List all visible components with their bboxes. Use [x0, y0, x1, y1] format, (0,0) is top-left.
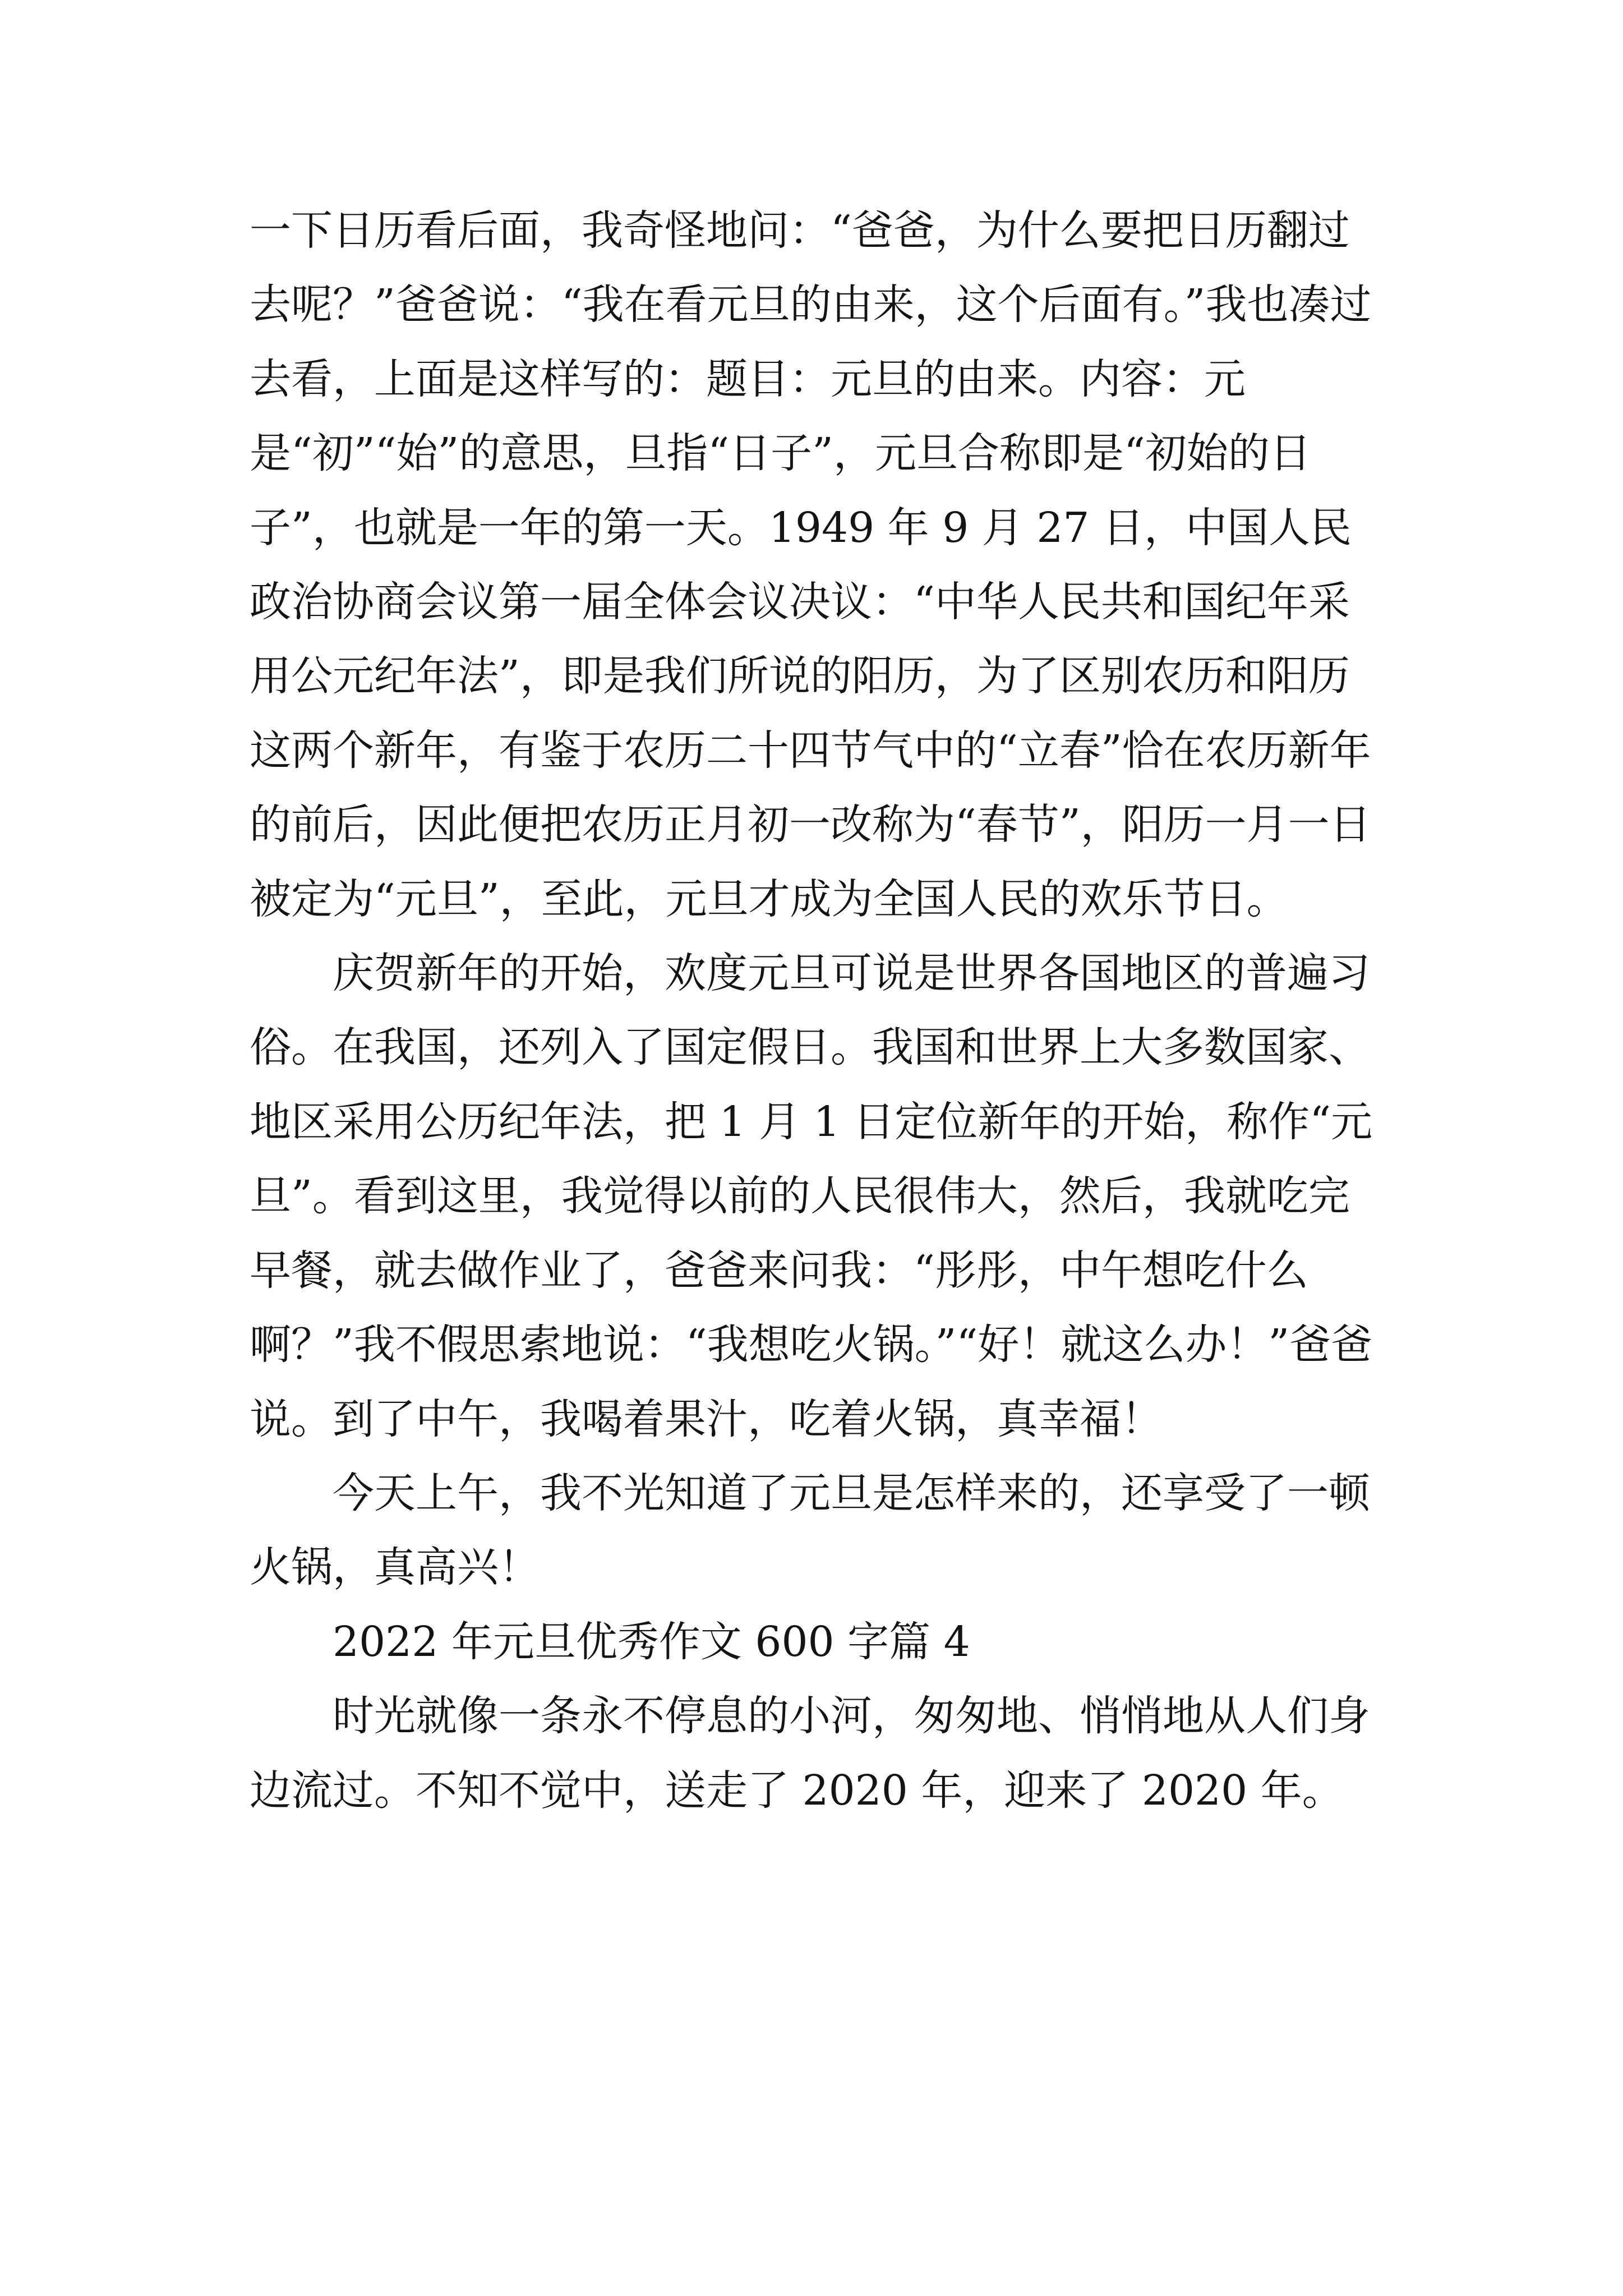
paragraph-conclusion: 今天上午，我不光知道了元旦是怎样来的，还享受了一顿火锅，真高兴！	[250, 1469, 1370, 1592]
paragraph-continuation: 一下日历看后面，我奇怪地问：“爸爸，为什么要把日历翻过去呢？”爸爸说：“我在看元旦的由来，这个后面有。”我也凑过去看，上面是这样写的：题目：元旦的由来。内容：元是“初”“始”的意思，旦指“日子”，元旦合称即是“初始的日子”，也就是一年的第一天。1949 年 9 月 27 日，中国人民政治协商会议第一届全体会议决议：“中华人民共和国纪年采用公元纪年法”，即是我们所说的阳历，为了区别农历和阳历这两个新年，有鉴于农历二十四节气中的“立春”恰在农历新年的前后，因此便把农历正月初一改称为“春节”，阳历一月一日被定为“元旦”，至此，元旦才成为全国人民的欢乐节日。	[250, 206, 1372, 923]
section-heading: 2022 年元旦优秀作文 600 字篇 4	[333, 1617, 970, 1666]
article-body	[250, 194, 1388, 1828]
paragraph-new-year-customs: 庆贺新年的开始，欢度元旦可说是世界各国地区的普遍习俗。在我国，还列入了国定假日。我国和世界上大多数国家、地区采用公历纪年法，把 1 月 1 日定位新年的开始，称作“元旦”。看到这里，我觉得以前的人民很伟大，然后，我就吃完早餐，就去做作业了，爸爸来问我：“彤彤，中午想吃什么啊？”我不假思索地说：“我想吃火锅。”“好！就这么办！”爸爸说。到了中午，我喝着果汁，吃着火锅，真幸福！	[250, 949, 1373, 1443]
paragraph-time-river: 时光就像一条永不停息的小河，匆匆地、悄悄地从人们身边流过。不知不觉中，送走了 2020 年，迎来了 2020 年。	[250, 1692, 1370, 1815]
